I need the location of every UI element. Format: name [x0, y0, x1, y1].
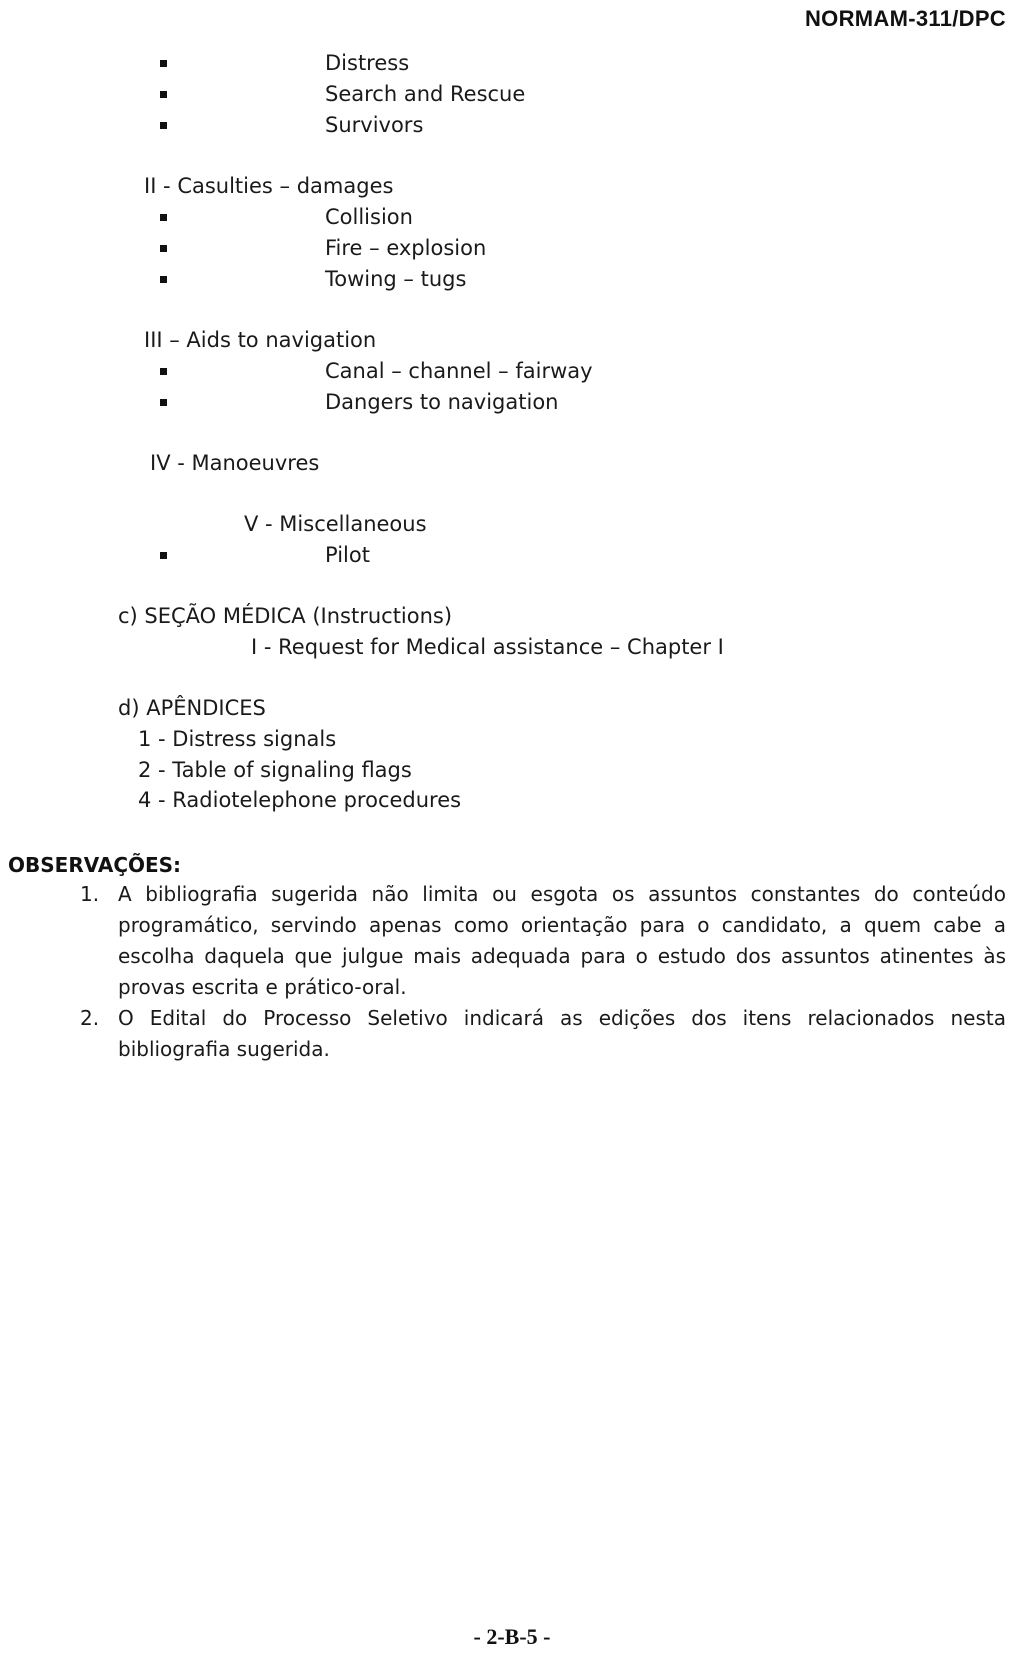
- list-item: Towing – tugs: [325, 267, 467, 291]
- bullet-icon: [160, 60, 167, 67]
- list-item: Search and Rescue: [325, 82, 526, 106]
- list-item: Dangers to navigation: [325, 390, 559, 414]
- list-item: Fire – explosion: [325, 236, 487, 260]
- observations-title: OBSERVAÇÕES:: [8, 853, 182, 877]
- medical-heading: c) SEÇÃO MÉDICA (Instructions): [118, 604, 453, 628]
- section-title: II - Casulties – damages: [144, 174, 394, 198]
- appendices-heading: d) APÊNDICES: [118, 696, 266, 720]
- bullet-icon: [160, 122, 167, 129]
- list-item: Distress: [325, 51, 410, 75]
- medical-item: I - Request for Medical assistance – Chapter I: [251, 635, 724, 659]
- list-item: Canal – channel – fairway: [325, 359, 593, 383]
- section-title: V - Miscellaneous: [244, 512, 427, 536]
- list-item: Pilot: [325, 543, 370, 567]
- section-title: III – Aids to navigation: [144, 328, 377, 352]
- bullet-icon: [160, 245, 167, 252]
- observation-number: 1.: [80, 882, 100, 906]
- bullet-icon: [160, 214, 167, 221]
- bullet-icon: [160, 276, 167, 283]
- bullet-icon: [160, 368, 167, 375]
- observation-text: A bibliografia sugerida não limita ou esgota os assuntos constantes do conteúdo programático, servindo apenas como orientação para o candidato, a quem cabe a escolha daquela que julgue mais adequada para o estudo dos assuntos atinentes às provas escrita e prático-oral.: [118, 882, 1006, 999]
- list-item: Survivors: [325, 113, 424, 137]
- list-item: Collision: [325, 205, 413, 229]
- bullet-icon: [160, 91, 167, 98]
- appendix-item: 1 - Distress signals: [138, 727, 337, 751]
- document-code: NORMAM-311/DPC: [804, 6, 1006, 31]
- bullet-icon: [160, 399, 167, 406]
- observation-text: O Edital do Processo Seletivo indicará as edições dos itens relacionados nesta bibliografia sugerida.: [118, 1006, 1006, 1061]
- appendix-item: 2 - Table of signaling flags: [138, 758, 412, 782]
- page-number: - 2-B-5 -: [473, 1624, 551, 1649]
- appendix-item: 4 - Radiotelephone procedures: [138, 788, 462, 812]
- observation-number: 2.: [80, 1006, 100, 1030]
- bullet-icon: [160, 552, 167, 559]
- section-title: IV - Manoeuvres: [150, 451, 320, 475]
